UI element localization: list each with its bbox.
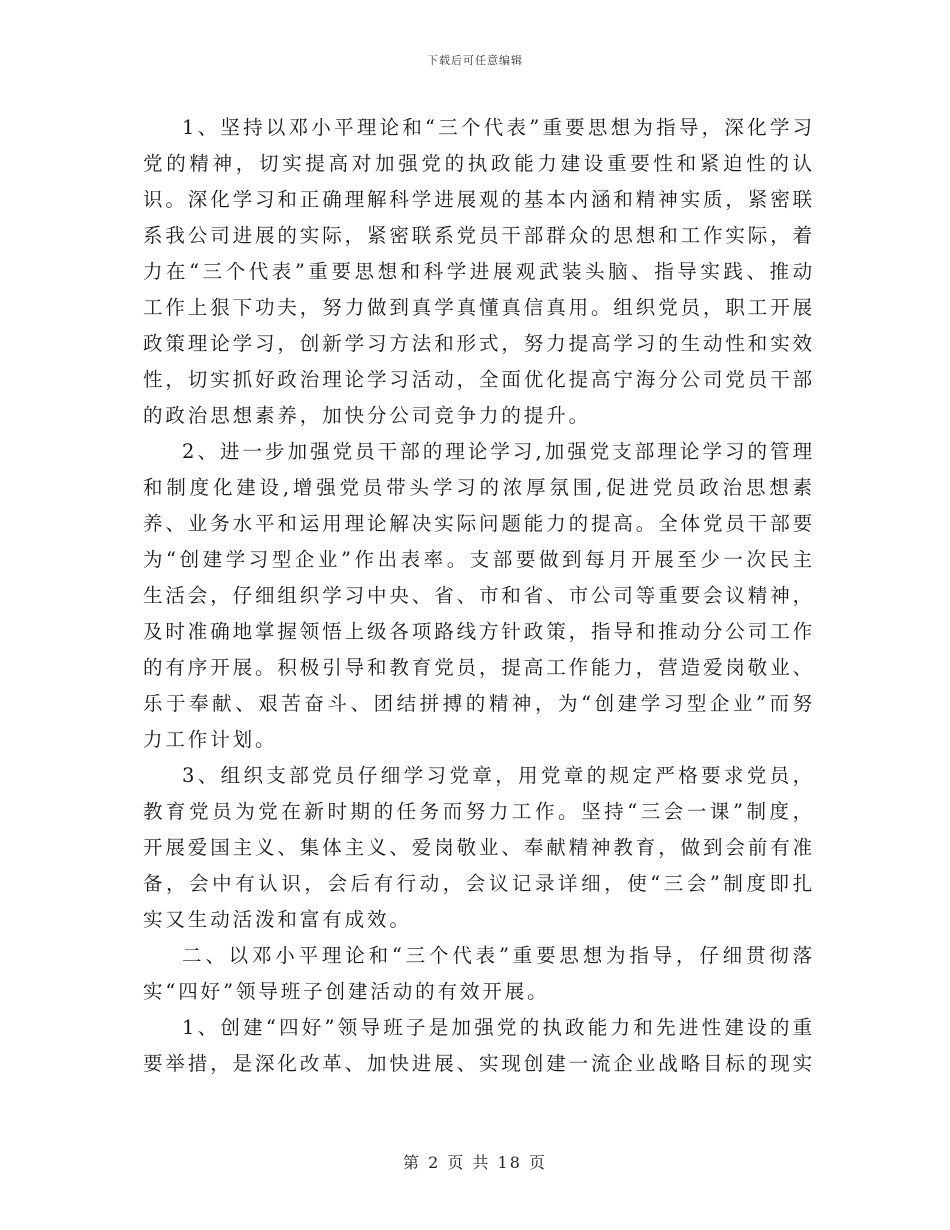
document-body — [143, 110, 815, 1082]
footer-total-pages: 18 — [497, 1153, 522, 1172]
footer-middle: 页 共 — [447, 1153, 491, 1172]
paragraph-2: 2、进一步加强党员干部的理论学习,加强党支部理论学习的管理和制度化建设,增强党员带头学习的浓厚氛围,促进党员政治思想素养、业务水平和运用理论解决实际问题能力的提高。全体党员干部要为“创建学习型企业”作出表率。支部要做到每月开展至少一次民主生活会，仔细组织学习中央、省、市和省、市公司等重要会议精神，及时准确地掌握领悟上级各项路线方针政策，指导和推动分公司工作的有序开展。积极引导和教育党员，提高工作能力，营造爱岗敬业、乐于奉献、艰苦奋斗、团结拼搏的精神，为“创建学习型企业”而努力工作计划。 — [143, 440, 816, 751]
footer-prefix: 第 — [402, 1153, 421, 1172]
paragraph-5: 1、创建“四好”领导班子是加强党的执政能力和先进性建设的重要举措，是深化改革、加快进展、实现创建一流企业战略目标的现实 — [143, 1016, 816, 1075]
paragraph-3: 3、组织支部党员仔细学习党章，用党章的规定严格要求党员，教育党员为党在新时期的任务而努力工作。坚持“三会一课”制度，开展爱国主义、集体主义、爱岗敬业、奉献精神教育，做到会前有准备，会中有认识，会后有行动，会议记录详细，使“三会”制度即扎实又生动活泼和富有成效。 — [143, 764, 816, 931]
footer-current-page: 2 — [428, 1153, 441, 1172]
page-footer — [0, 1150, 950, 1173]
paragraph-1: 1、坚持以邓小平理论和“三个代表”重要思想为指导，深化学习党的精神，切实提高对加强党的执政能力建设重要性和紧迫性的认识。深化学习和正确理解科学进展观的基本内涵和精神实质，紧密联系我公司进展的实际，紧密联系党员干部群众的思想和工作实际，着力在“三个代表”重要思想和科学进展观武装头脑、指导实践、推动工作上狠下功夫，努力做到真学真懂真信真用。组织党员，职工开展政策理论学习，创新学习方法和形式，努力提高学习的生动性和实效性，切实抓好政治理论学习活动，全面优化提高宁海分公司党员干部的政治思想素养，加快分公司竞争力的提升。 — [143, 116, 816, 427]
paragraph-4: 二、以邓小平理论和“三个代表”重要思想为指导，仔细贯彻落实“四好”领导班子创建活动的有效开展。 — [143, 944, 815, 1003]
page-header: 下载后可任意编辑 — [427, 54, 523, 67]
footer-suffix: 页 — [529, 1153, 548, 1172]
